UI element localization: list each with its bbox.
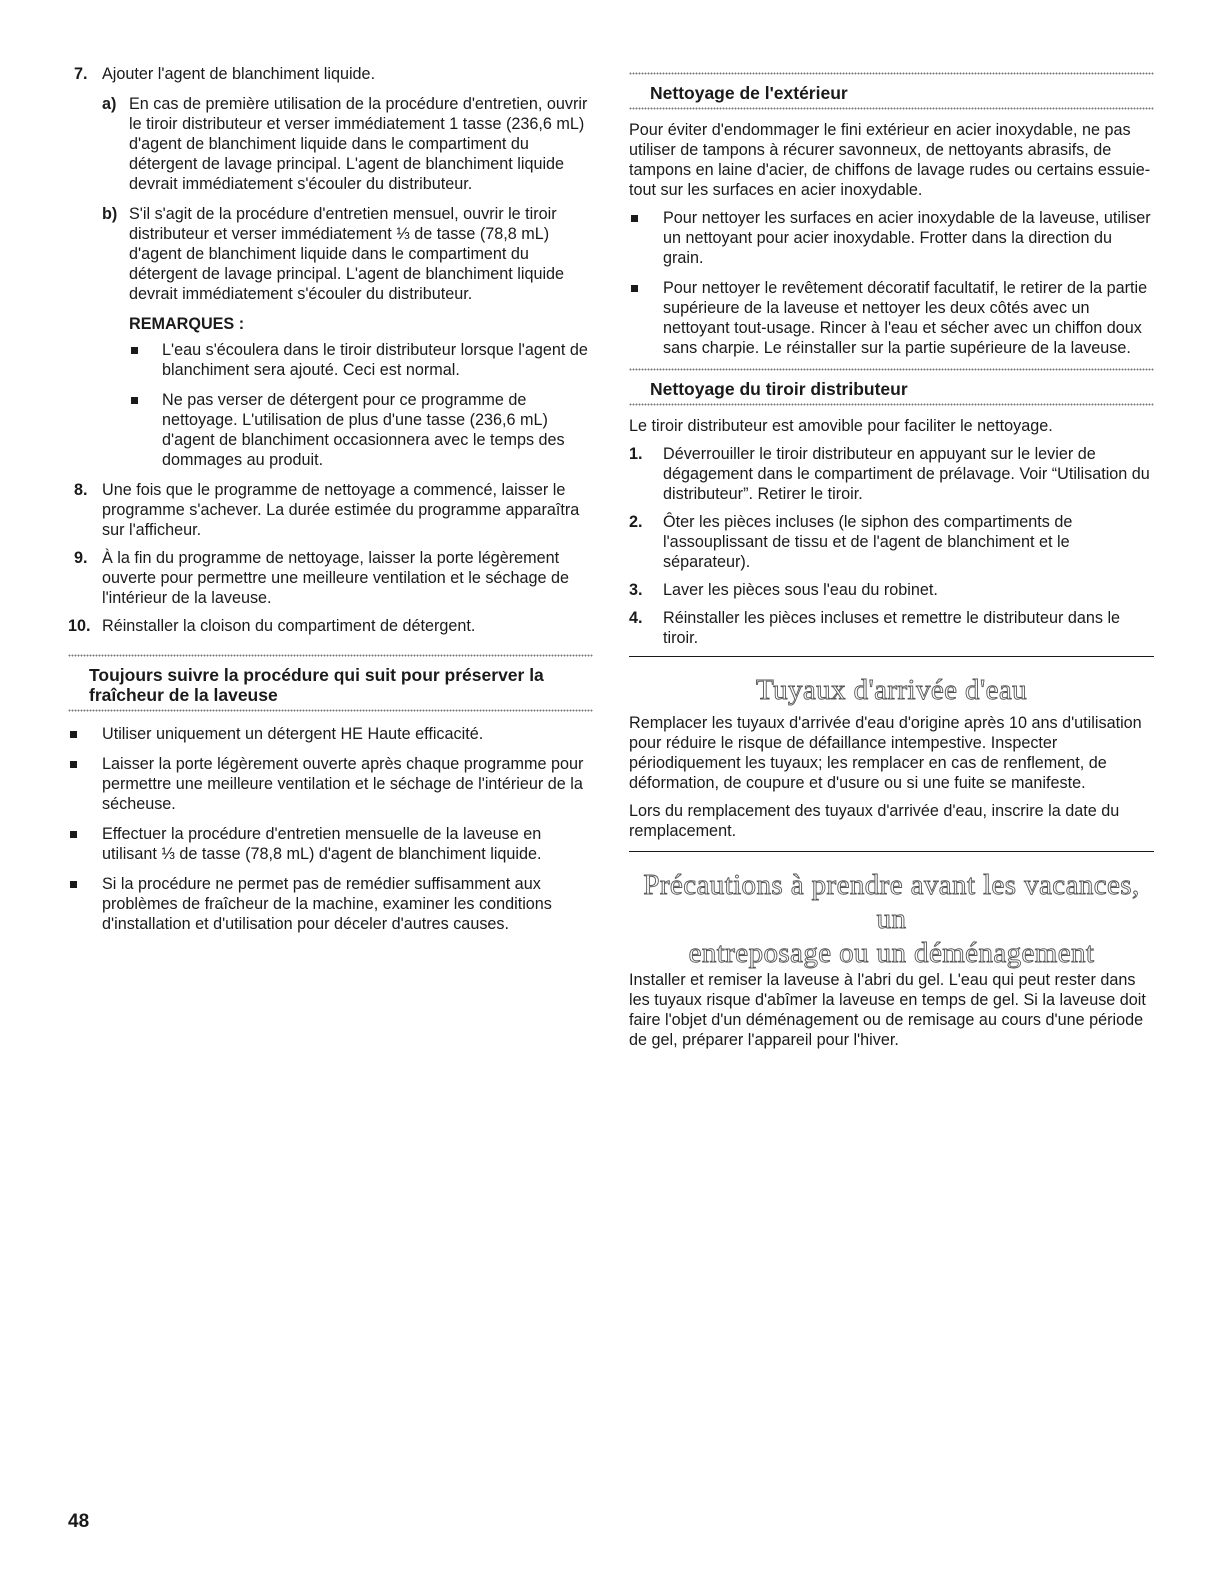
step-number: 7. xyxy=(74,65,88,83)
hoses-paragraph: Remplacer les tuyaux d'arrivée d'eau d'origine après 10 ans d'utilisation pour réduire le risque de défaillance intempestive. Inspecter périodiquement les tuyaux; les remplacer en cas de renflement, de déformation, de coupure et d'usure ou si une fuite se manifeste. xyxy=(629,714,1142,792)
dotted-divider xyxy=(629,107,1154,110)
drawer-step xyxy=(629,512,1154,572)
freshness-item: Effectuer la procédure d'entretien mensuelle de la laveuse en utilisant ⅓ de tasse (78,8 mL) d'agent de blanchiment liquide. xyxy=(68,824,593,864)
step-number: 10. xyxy=(68,617,91,635)
hoses-heading: Tuyaux d'arrivée d'eau xyxy=(755,674,1028,706)
section-rule xyxy=(629,656,1154,657)
vacation-heading-line-1: Précautions à prendre avant les vacances, un xyxy=(643,869,1140,935)
page-number: 48 xyxy=(68,1511,90,1532)
drawer-steps xyxy=(629,444,1154,648)
step-number: 8. xyxy=(74,481,88,499)
step-9 xyxy=(68,548,593,608)
exterior-list xyxy=(629,208,1154,358)
drawer-step xyxy=(629,608,1154,648)
step-7b xyxy=(102,204,593,470)
step-7a xyxy=(102,94,593,194)
step-text: Réinstaller les pièces incluses et remettre le distributeur dans le tiroir. xyxy=(663,609,1121,647)
sub-step-text: En cas de première utilisation de la procédure d'entretien, ouvrir le tiroir distributeur et verser immédiatement 1 tasse (236,6 mL) d'agent de blanchiment liquide dans le compartiment du détergent de lavage principal. L'agent de blanchiment liquide devrait immédiatement s'écouler du distributeur. xyxy=(129,95,588,193)
step-text: Ajouter l'agent de blanchiment liquide. xyxy=(102,65,376,83)
drawer-step xyxy=(629,580,1154,600)
hoses-paragraph-2: Lors du remplacement des tuyaux d'arrivée d'eau, inscrire la date du remplacement. xyxy=(629,802,1120,840)
right-column xyxy=(629,72,1154,1058)
drawer-heading-box xyxy=(629,371,1154,403)
freshness-item: Si la procédure ne permet pas de remédier suffisamment aux problèmes de fraîcheur de la machine, examiner les conditions d'installation et d'utilisation pour déceler d'autres causes. xyxy=(68,874,593,934)
remark-item: L'eau s'écoulera dans le tiroir distributeur lorsque l'agent de blanchiment sera ajouté. Ceci est normal. xyxy=(129,340,593,380)
drawer-heading: Nettoyage du tiroir distributeur xyxy=(650,379,908,399)
exterior-heading-box xyxy=(629,75,1154,107)
step-text: Réinstaller la cloison du compartiment de détergent. xyxy=(102,617,476,635)
drawer-step xyxy=(629,444,1154,504)
step-number: 4. xyxy=(629,609,643,627)
exterior-item: Pour nettoyer les surfaces en acier inoxydable de la laveuse, utiliser un nettoyant pour acier inoxydable. Frotter dans la direction du grain. xyxy=(629,208,1154,268)
step-number: 9. xyxy=(74,549,88,567)
sub-step-letter: b) xyxy=(102,205,118,223)
exterior-item: Pour nettoyer le revêtement décoratif facultatif, le retirer de la partie supérieure de la laveuse et nettoyer les deux côtés avec un nettoyant tout-usage. Rincer à l'eau et sécher avec un chiffon doux sans charpie. Le réinstaller sur la partie supérieure de la laveuse. xyxy=(629,278,1154,358)
step-text: Ôter les pièces incluses (le siphon des compartiments de l'assouplissant de tissu et de l'agent de blanchiment et le séparateur). xyxy=(663,513,1073,571)
freshness-heading: Toujours suivre la procédure qui suit pour préserver la fraîcheur de la laveuse xyxy=(89,665,544,705)
section-rule xyxy=(629,851,1154,852)
freshness-item: Laisser la porte légèrement ouverte après chaque programme pour permettre une meilleure ventilation et le séchage de l'intérieur de la sécheuse. xyxy=(68,754,593,814)
left-column xyxy=(68,64,593,944)
vacation-paragraph: Installer et remiser la laveuse à l'abri du gel. L'eau qui peut rester dans les tuyaux risque d'abîmer la laveuse en temps de gel. Si la laveuse doit faire l'objet d'un déménagement ou de remisage au cours d'une période de gel, préparer l'appareil pour l'hiver. xyxy=(629,971,1146,1049)
vacation-heading-line-2: entreposage ou un déménagement xyxy=(688,937,1095,969)
step-10 xyxy=(68,616,593,636)
remarks-heading: REMARQUES : xyxy=(129,315,245,333)
dotted-divider xyxy=(68,709,593,712)
exterior-intro: Pour éviter d'endommager le fini extérieur en acier inoxydable, ne pas utiliser de tampons à récurer savonneux, de nettoyants abrasifs, de tampons en laine d'acier, de chiffons de lavage rudes ou certains essuie-tout sur les surfaces en acier inoxydable. xyxy=(629,121,1151,199)
freshness-item: Utiliser uniquement un détergent HE Haute efficacité. xyxy=(68,724,593,744)
step-8 xyxy=(68,480,593,540)
step-number: 2. xyxy=(629,513,643,531)
step-text: Laver les pièces sous l'eau du robinet. xyxy=(663,581,938,599)
freshness-heading-box xyxy=(68,657,593,709)
sub-step-letter: a) xyxy=(102,95,117,113)
remark-item: Ne pas verser de détergent pour ce programme de nettoyage. L'utilisation de plus d'une tasse (236,6 mL) d'agent de blanchiment occasionnera avec le temps des dommages au produit. xyxy=(129,390,593,470)
step-number: 3. xyxy=(629,581,643,599)
drawer-intro: Le tiroir distributeur est amovible pour faciliter le nettoyage. xyxy=(629,417,1053,435)
step-text: À la fin du programme de nettoyage, laisser la porte légèrement ouverte pour permettre une meilleure ventilation et le séchage de l'intérieur de la laveuse. xyxy=(102,549,570,607)
freshness-list xyxy=(68,724,593,934)
vacation-heading xyxy=(629,868,1154,970)
remarks-list xyxy=(129,340,593,470)
sub-step-text: S'il s'agit de la procédure d'entretien mensuel, ouvrir le tiroir distributeur et verser immédiatement ⅓ de tasse (78,8 mL) d'agent de blanchiment liquide dans le compartiment du détergent de lavage principal. L'agent de blanchiment liquide devrait immédiatement s'écouler du distributeur. xyxy=(129,205,565,303)
freshness-section xyxy=(68,654,593,934)
step-text: Une fois que le programme de nettoyage a commencé, laisser le programme s'achever. La durée estimée du programme apparaîtra sur l'afficheur. xyxy=(102,481,580,539)
step-7 xyxy=(68,64,593,470)
step-text: Déverrouiller le tiroir distributeur en appuyant sur le levier de dégagement dans le compartiment de prélavage. Voir “Utilisation du distributeur”. Retirer le tiroir. xyxy=(663,445,1150,503)
step-number: 1. xyxy=(629,445,643,463)
dotted-divider xyxy=(629,403,1154,406)
exterior-heading: Nettoyage de l'extérieur xyxy=(650,83,848,103)
